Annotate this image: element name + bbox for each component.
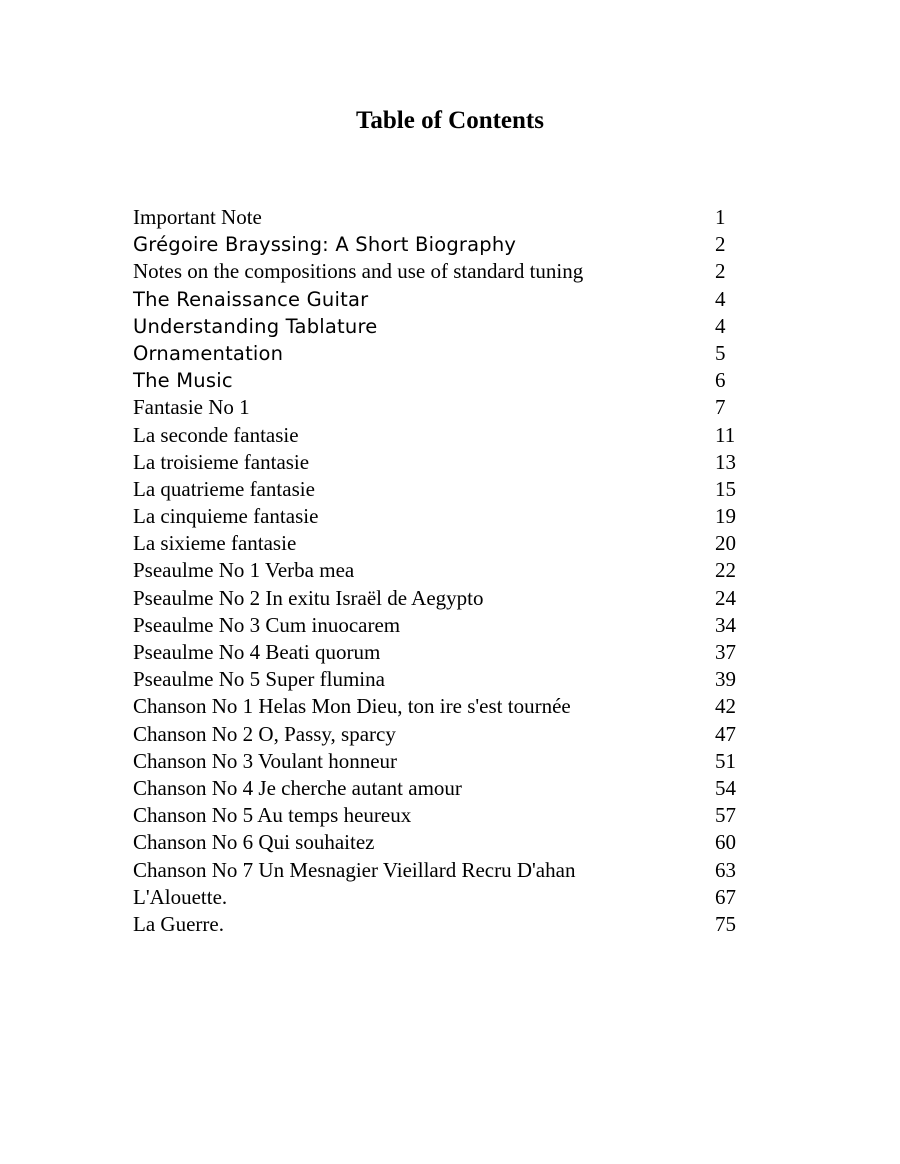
- toc-entry-page: 24: [715, 585, 736, 610]
- toc-entry-page: 11: [715, 422, 736, 447]
- page-title: Table of Contents: [356, 107, 544, 134]
- toc-entry-page: 13: [715, 449, 736, 474]
- toc-entry-page: 19: [715, 504, 736, 529]
- table-of-contents: [133, 204, 743, 938]
- toc-entry-title: Chanson No 7 Un Mesnagier Vieillard Recru D'ahan: [133, 857, 576, 882]
- toc-entry-title: Pseaulme No 4 Beati quorum: [133, 640, 381, 664]
- toc-entry-page: 2: [715, 259, 726, 284]
- toc-entry-title: The Music: [133, 369, 233, 393]
- toc-entry-page: 6: [715, 368, 726, 393]
- toc-entry-page: 39: [715, 667, 736, 692]
- toc-entry: [133, 340, 743, 367]
- toc-entry-page: 2: [715, 232, 726, 257]
- toc-entry: [133, 802, 743, 829]
- toc-entry: [133, 422, 743, 449]
- toc-entry-page: 20: [715, 531, 736, 556]
- toc-entry: [133, 748, 743, 775]
- toc-entry: [133, 367, 743, 394]
- toc-entry-page: 54: [715, 775, 736, 800]
- toc-entry-title: Chanson No 6 Qui souhaitez: [133, 830, 375, 855]
- toc-entry-title: Pseaulme No 3 Cum inuocarem: [133, 612, 401, 637]
- toc-entry-page: 57: [715, 803, 736, 828]
- toc-entry-page: 60: [715, 830, 736, 855]
- toc-entry-title: Chanson No 3 Voulant honneur: [133, 748, 398, 773]
- toc-entry-page: 4: [715, 286, 726, 311]
- toc-entry: [133, 857, 743, 884]
- toc-entry-title: Chanson No 4 Je cherche autant amour: [133, 775, 462, 800]
- toc-entry-page: 51: [715, 748, 736, 773]
- toc-entry-page: 75: [715, 911, 736, 936]
- toc-entry-title: La troisieme fantasie: [133, 449, 310, 474]
- toc-entry: [133, 286, 743, 313]
- toc-entry-page: 34: [715, 612, 736, 637]
- toc-entry-title: Pseaulme No 5 Super flumina: [133, 667, 385, 692]
- toc-entry: [133, 204, 743, 231]
- toc-entry: [133, 911, 743, 938]
- toc-entry-title: La cinquieme fantasie: [133, 504, 319, 529]
- toc-entry: [133, 503, 743, 530]
- toc-entry: [133, 693, 743, 720]
- toc-entry-title: Chanson No 1 Helas Mon Dieu, ton ire s'est tournée: [133, 694, 571, 719]
- toc-entry-title: Chanson No 5 Au temps heureux: [133, 803, 412, 828]
- toc-entry: [133, 775, 743, 802]
- toc-entry-title: Notes on the compositions and use of standard tuning: [133, 259, 584, 284]
- toc-entry-title: La sixieme fantasie: [133, 531, 297, 556]
- toc-entry: [133, 476, 743, 503]
- toc-entry: [133, 721, 743, 748]
- toc-entry-page: 7: [715, 395, 726, 420]
- toc-entry: [133, 884, 743, 911]
- toc-entry: [133, 639, 743, 666]
- toc-entry: [133, 829, 743, 856]
- toc-entry: [133, 530, 743, 557]
- toc-entry-title: La Guerre.: [133, 911, 224, 936]
- toc-entry-page: 37: [715, 640, 736, 664]
- toc-entry-title: La quatrieme fantasie: [133, 476, 315, 501]
- toc-entry: [133, 666, 743, 693]
- toc-entry-title: Chanson No 2 O, Passy, sparcy: [133, 721, 396, 746]
- toc-entry-page: 1: [715, 205, 726, 229]
- toc-entry: [133, 612, 743, 639]
- toc-entry-title: Pseaulme No 1 Verba mea: [133, 558, 355, 583]
- toc-entry: [133, 557, 743, 584]
- toc-entry-title: The Renaissance Guitar: [133, 287, 369, 311]
- toc-entry-page: 4: [715, 313, 726, 338]
- toc-entry-page: 22: [715, 558, 736, 583]
- toc-entry-page: 47: [715, 721, 736, 746]
- toc-entry-title: Understanding Tablature: [133, 314, 378, 338]
- toc-entry-title: Important Note: [133, 205, 262, 229]
- toc-entry: [133, 258, 743, 285]
- toc-entry-page: 63: [715, 857, 736, 882]
- toc-entry-title: Ornamentation: [133, 341, 284, 365]
- toc-entry-page: 15: [715, 476, 736, 501]
- toc-entry-title: La seconde fantasie: [133, 422, 299, 447]
- toc-entry: [133, 585, 743, 612]
- toc-entry: [133, 231, 743, 258]
- toc-entry-title: Grégoire Brayssing: A Short Biography: [133, 233, 517, 257]
- toc-entry: [133, 313, 743, 340]
- toc-entry-title: Fantasie No 1: [133, 395, 250, 420]
- toc-entry-title: Pseaulme No 2 In exitu Israël de Aegypto: [133, 585, 484, 610]
- toc-entry-page: 5: [715, 340, 726, 365]
- toc-entry: [133, 394, 743, 421]
- toc-entry-title: L'Alouette.: [133, 884, 228, 909]
- toc-entry: [133, 449, 743, 476]
- toc-entry-page: 67: [715, 884, 736, 909]
- toc-entry-page: 42: [715, 694, 736, 719]
